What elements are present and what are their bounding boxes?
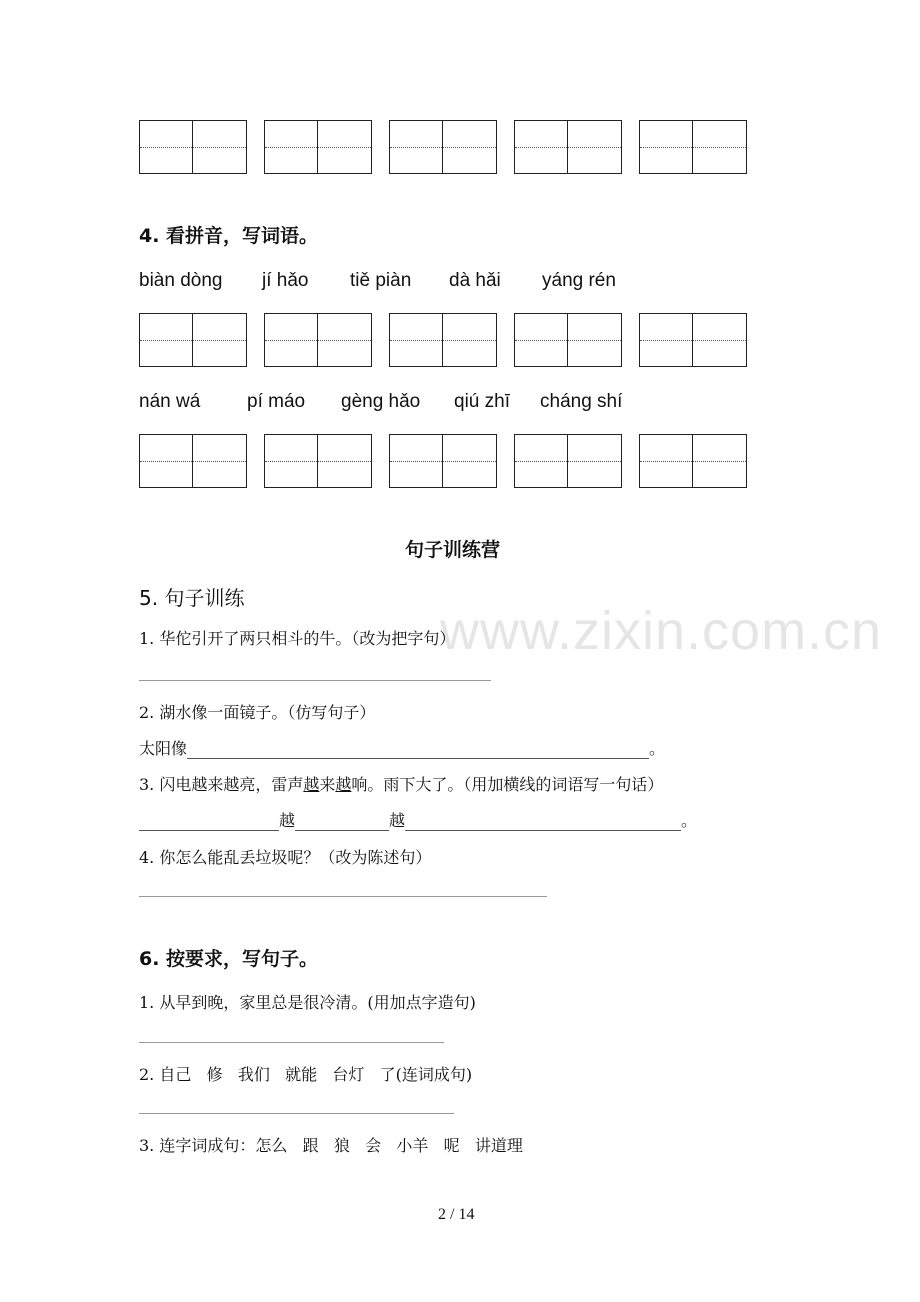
pinyin-item: cháng shí bbox=[540, 391, 623, 412]
writing-box[interactable] bbox=[389, 434, 497, 488]
fill-blank[interactable] bbox=[295, 813, 389, 831]
q3-text-c: 响。雨下大了。（用加横线的词语写一句话） bbox=[351, 775, 664, 794]
pinyin-item: pí máo bbox=[247, 391, 306, 412]
writing-grid-row-1 bbox=[139, 313, 749, 367]
answer-line[interactable] bbox=[139, 1113, 454, 1114]
watermark: www.zixin.com.cn bbox=[440, 601, 883, 661]
fill-end: 。 bbox=[681, 811, 698, 830]
writing-box[interactable] bbox=[389, 313, 497, 367]
writing-box[interactable] bbox=[264, 120, 372, 174]
writing-box[interactable] bbox=[139, 120, 247, 174]
pinyin-item: yáng rén bbox=[542, 270, 616, 291]
s5-question-1: 1. 华佗引开了两只相斗的牛。（改为把字句） bbox=[139, 629, 456, 648]
pinyin-item: biàn dòng bbox=[139, 270, 223, 291]
writing-box[interactable] bbox=[264, 313, 372, 367]
writing-grid-row-2 bbox=[139, 434, 749, 488]
fill-blank[interactable] bbox=[405, 813, 681, 831]
s5-question-3 bbox=[139, 772, 663, 795]
fill-word: 越 bbox=[389, 811, 406, 830]
s6-question-3: 3. 连字词成句：怎么 跟 狼 会 小羊 呢 讲道理 bbox=[139, 1136, 523, 1155]
answer-line[interactable] bbox=[139, 1042, 444, 1043]
s5-question-2: 2. 湖水像一面镜子。（仿写句子） bbox=[139, 703, 376, 722]
writing-box[interactable] bbox=[264, 434, 372, 488]
writing-box[interactable] bbox=[639, 120, 747, 174]
pinyin-row-1 bbox=[0, 270, 920, 296]
s6-question-2: 2. 自己 修 我们 就能 台灯 了(连词成句) bbox=[139, 1065, 473, 1084]
answer-line[interactable] bbox=[139, 896, 547, 897]
fill-prefix: 太阳像 bbox=[139, 739, 188, 758]
writing-grid-row-top bbox=[139, 120, 749, 174]
writing-box[interactable] bbox=[139, 313, 247, 367]
pinyin-row-2 bbox=[0, 391, 920, 417]
pinyin-item: tiě piàn bbox=[350, 270, 412, 291]
s6-question-1: 1. 从早到晚，家里总是很冷清。(用加点字造句) bbox=[139, 993, 476, 1012]
writing-box[interactable] bbox=[139, 434, 247, 488]
fill-word: 越 bbox=[279, 811, 296, 830]
fill-suffix: 。 bbox=[649, 739, 666, 758]
writing-box[interactable] bbox=[639, 313, 747, 367]
writing-box[interactable] bbox=[514, 313, 622, 367]
section-4-title: 4. 看拼音，写词语。 bbox=[139, 225, 319, 247]
writing-box[interactable] bbox=[389, 120, 497, 174]
s5-question-4: 4. 你怎么能乱丢垃圾呢？（改为陈述句） bbox=[139, 848, 432, 867]
answer-line[interactable] bbox=[139, 680, 491, 681]
q3-text-b: 来 bbox=[319, 775, 336, 794]
section-5-title: 5. 句子训练 bbox=[139, 586, 245, 610]
s5-question-2-fill bbox=[139, 736, 665, 759]
camp-title: 句子训练营 bbox=[405, 539, 501, 561]
page-number: 2 / 14 bbox=[438, 1206, 475, 1223]
pinyin-item: gèng hǎo bbox=[341, 391, 421, 412]
section-6-title: 6. 按要求，写句子。 bbox=[139, 948, 319, 970]
q3-underlined-1: 越 bbox=[303, 775, 320, 794]
pinyin-item: qiú zhī bbox=[454, 391, 510, 412]
writing-box[interactable] bbox=[514, 434, 622, 488]
s5-question-3-fill bbox=[139, 808, 697, 831]
pinyin-item: nán wá bbox=[139, 391, 201, 412]
writing-box[interactable] bbox=[514, 120, 622, 174]
pinyin-item: jí hǎo bbox=[262, 270, 309, 291]
fill-blank[interactable] bbox=[187, 741, 649, 759]
q3-underlined-2: 越 bbox=[335, 775, 352, 794]
q3-text-a: 3. 闪电越来越亮，雷声 bbox=[139, 775, 304, 794]
writing-box[interactable] bbox=[639, 434, 747, 488]
fill-blank[interactable] bbox=[139, 813, 279, 831]
pinyin-item: dà hǎi bbox=[449, 270, 501, 291]
